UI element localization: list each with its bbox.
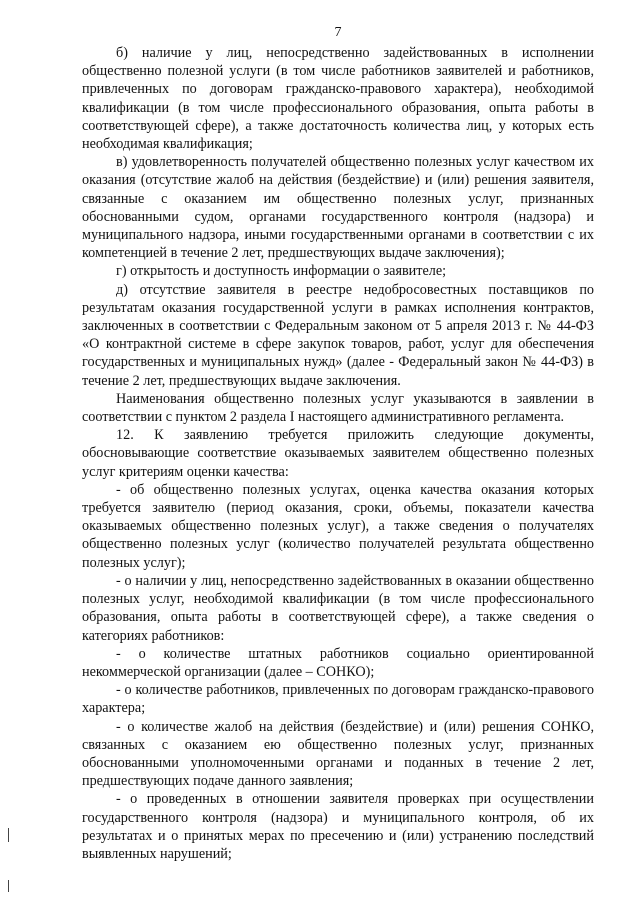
list-item-complaints: - о количестве жалоб на действия (бездействие) и (или) решения СОНКО, связанных с оказанием ею общественно полезных услуг, признанных обоснованными уполномоченными органами и поданных в течение 2 лет, предшествующих подаче данного заявления; xyxy=(82,718,594,790)
list-item-services-info: - об общественно полезных услугах, оценка качества оказания которых требуется заявителю (период оказания, сроки, объемы, показатели качества оказываемых общественно полезных услуг), а также сведения о получателях общественно полезных услуг (количество получателей результата общественно полезных услуг); xyxy=(82,481,594,571)
paragraph-service-names: Наименования общественно полезных услуг указываются в заявлении в соответствии с пунктом 2 раздела I настоящего административного регламента. xyxy=(82,390,594,426)
list-item-contract-workers: - о количестве работников, привлеченных по договорам гражданско-правового характера; xyxy=(82,682,594,717)
scan-margin-mark xyxy=(8,828,9,842)
paragraph-supplier-registry: д) отсутствие заявителя в реестре недобросовестных поставщиков по результатам оказания государственной услуги в рамках исполнения контрактов, заключенных в соответствии с Федеральным законом от 5 апреля 2013 г. № 44-ФЗ «О контрактной системе в сфере закупок товаров, работ, услуг для обеспечения государственных и муниципальных нужд» (далее - Федеральный закон № 44-ФЗ) в течение 2 лет, предшествующих выдаче заключения. xyxy=(82,281,594,389)
list-item-staff-qualification: - о наличии у лиц, непосредственно задействованных в оказании общественно полезных услуг, необходимой квалификации (в том числе профессионального образования, опыта работы в соответствующей сфере), а также сведения о категориях работников: xyxy=(82,572,594,644)
paragraph-openness: г) открытость и доступность информации о заявителе; xyxy=(116,263,447,280)
list-item-staff-count: - о количестве штатных работников социально ориентированной некоммерческой организации (далее – СОНКО); xyxy=(82,645,594,680)
page-number: 7 xyxy=(334,25,342,40)
scan-margin-mark xyxy=(8,880,9,892)
paragraph-satisfaction: в) удовлетворенность получателей общественно полезных услуг качеством их оказания (отсутствие жалоб на действия (бездействие) и (или) решения заявителя, связанные с оказанием им общественно полезных услуг, признанных обоснованными судом, органами государственного контроля (надзора) и муниципального надзора, иными государственными органами в соответствии с их компетенцией в течение 2 лет, предшествующих выдаче заключения); xyxy=(82,154,594,262)
list-item-inspections: - о проведенных в отношении заявителя проверках при осуществлении государственного контроля (надзора) и муниципального контроля, об их результатах и о принятых мерах по пресечению и (или) устранению последствий выявленных нарушений; xyxy=(82,791,594,862)
document-page xyxy=(82,24,594,863)
paragraph-item-12: 12. К заявлению требуется приложить следующие документы, обосновывающие соответствие оказываемых заявителем общественно полезных услуг критериям оценки качества: xyxy=(82,427,594,480)
paragraph-qualification: б) наличие у лиц, непосредственно задействованных в исполнении общественно полезной услуги (в том числе работников заявителей и работников, привлеченных по договорам гражданско-правового характера), необходимой квалификации (в том числе профессионального образования, опыта работы в соответствующей сфере), а также достаточность количества лиц, у которых есть необходимая квалификация; xyxy=(82,45,594,153)
